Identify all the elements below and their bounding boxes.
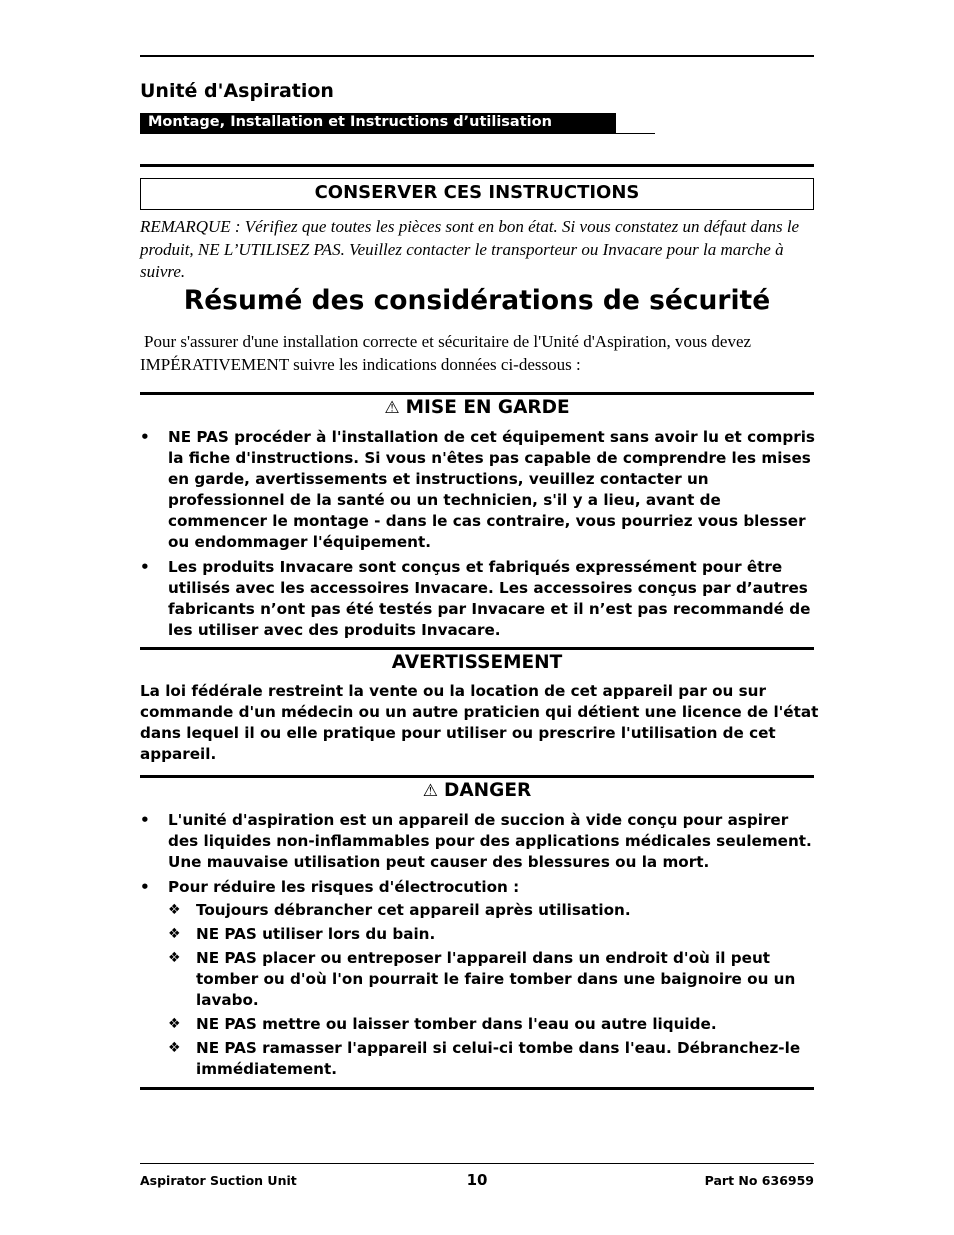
caution-title: MISE EN GARDE [405,397,570,418]
list-item: • Pour réduire les risques d'électrocution : ❖ Toujours débrancher cet appareil après utilisation. ❖ NE PAS utiliser lors du bain. ❖ NE PAS placer ou entreposer l'appareil dans un endroit d'où il peut tomber ou d'où l'on pourrait le faire tomber dans une baignoire ou un lavabo. ❖ NE PAS mettre ou laisser tomber dans l'eau ou autre liquide. ❖ NE PAS ramasser l'appareil si celui-ci tombe dans l'eau. Débranchez-le immédiatement. [140,877,815,1080]
diamond-bullet-icon: ❖ [168,926,181,942]
diamond-bullet-icon: ❖ [168,902,181,918]
document-subtitle: Montage, Installation et Instructions d’utilisation [140,113,616,134]
footer-left: Aspirator Suction Unit [140,1173,297,1188]
section-rule [140,164,814,167]
sublist-item: ❖ NE PAS ramasser l'appareil si celui-ci tombe dans l'eau. Débranchez-le immédiatement. [168,1039,801,1078]
intro-paragraph: Pour s'assurer d'une installation correcte et sécuritaire de l'Unité d'Aspiration, vous devez IMPÉRATIVEMENT suivre les indications données ci-dessous : [140,332,752,374]
caution-rule [140,392,814,395]
warning-heading: AVERTISSEMENT [391,652,563,673]
document-title: Unité d'Aspiration [140,80,334,102]
footer-right: Part No 636959 [704,1173,814,1188]
warning-triangle-icon: ⚠ [384,398,400,418]
note-paragraph: REMARQUE : Vérifiez que toutes les pièces sont en bon état. Si vous constatez un défaut dans le produit, NE L’UTILISEZ PAS. Veuillez contacter le transporteur ou Invacare pour la marche à suivre. [140,217,800,281]
emphasis: NE PAS [168,428,229,446]
sublist-item: ❖ NE PAS placer ou entreposer l'appareil dans un endroit d'où il peut tomber ou d'où l'on pourrait le faire tomber dans une baignoire ou un lavabo. [168,949,796,1009]
diamond-bullet-icon: ❖ [168,1016,181,1032]
danger-sublist [168,900,815,1080]
sublist-item: ❖ NE PAS mettre ou laisser tomber dans l'eau ou autre liquide. [168,1015,717,1033]
sublist-item: ❖ Toujours débrancher cet appareil après utilisation. [168,901,631,919]
diamond-bullet-icon: ❖ [168,950,181,966]
danger-list [140,810,815,1084]
caution-list [140,427,815,645]
footer-rule [140,1163,814,1164]
page-heading: Résumé des considérations de sécurité [183,285,771,316]
diamond-bullet-icon: ❖ [168,1040,181,1056]
top-rule [140,55,814,57]
subtitle-underline [616,133,655,134]
warning-triangle-icon: ⚠ [422,781,438,801]
list-item: • NE PAS procéder à l'installation de cet équipement sans avoir lu et compris la fiche d'instructions. Si vous n'êtes pas capable de comprendre les mises en garde, avertissements et instructions, veuillez contacter un professionnel de la santé ou un technicien, s'il y a lieu, avant de commencer le montage - dans le cas contraire, vous pourriez vous blesser ou endommager l'équipement. [140,428,815,551]
list-item-text: Pour réduire les risques d'électrocution : [168,878,520,896]
warning-rule [140,647,814,650]
sublist-item: ❖ NE PAS utiliser lors du bain. [168,925,436,943]
danger-title: DANGER [444,780,532,801]
caution-heading [140,397,814,418]
danger-rule [140,775,814,778]
bottom-rule [140,1087,814,1090]
save-instructions-box: CONSERVER CES INSTRUCTIONS [140,178,814,210]
danger-heading [140,780,814,801]
page-number: 10 [466,1171,488,1189]
warning-text: La loi fédérale restreint la vente ou la location de cet appareil par ou sur commande d'un médecin ou un autre praticien qui détient une licence de l'état dans lequel il ou elle pratique pour utiliser ou prescrire l'utilisation de cet appareil. [140,682,819,763]
list-item-text: L'unité d'aspiration est un appareil de succion à vide conçu pour aspirer des liquides non-inflammables pour des applications médicales seulement. Une mauvaise utilisation peut causer des blessures ou la mort. [168,811,812,871]
list-item-text: Les produits Invacare sont conçus et fabriqués expressément pour être utilisés avec les accessoires Invacare. Les accessoires conçus par d’autres fabricants n’ont pas été testés par Invacare et il n’est pas recommandé de les utiliser avec des produits Invacare. [168,558,811,639]
list-item: • L'unité d'aspiration est un appareil de succion à vide conçu pour aspirer des liquides non-inflammables pour des applications médicales seulement. Une mauvaise utilisation peut causer des blessures ou la mort. [140,811,812,871]
list-item: • Les produits Invacare sont conçus et fabriqués expressément pour être utilisés avec les accessoires Invacare. Les accessoires conçus par d’autres fabricants n’ont pas été testés par Invacare et il n’est pas recommandé de les utiliser avec des produits Invacare. [140,558,811,639]
list-item-text: procéder à l'installation de cet équipement sans avoir lu et compris la fiche d'instructions. Si vous n'êtes pas capable de comprendre les mises en garde, avertissements et instructions, veuillez contacter un professionnel de la santé ou un technicien, s'il y a lieu, avant de commencer le montage - dans le cas contraire, vous pourriez vous blesser ou endommager l'équipement. [168,428,815,551]
